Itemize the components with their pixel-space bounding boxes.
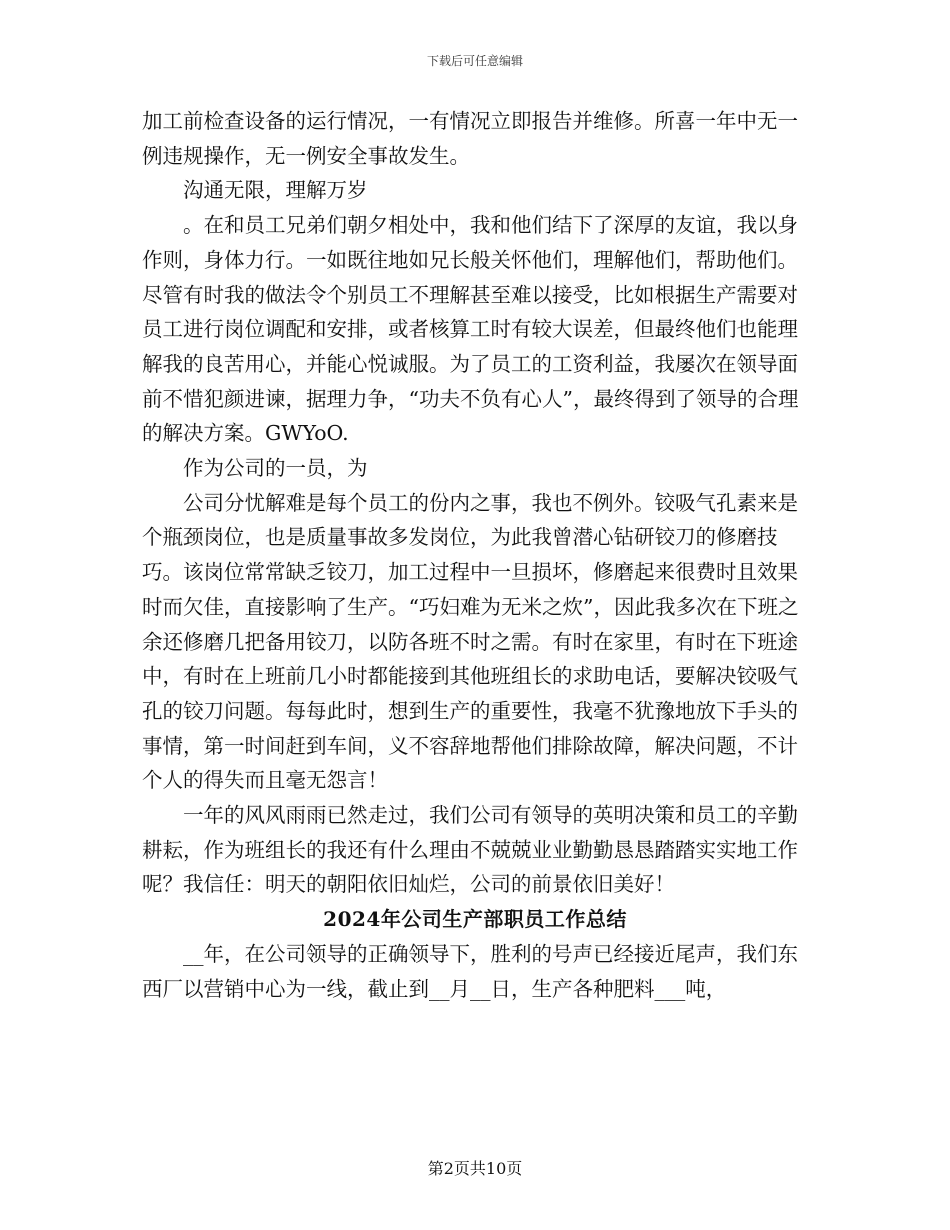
page-header: 下载后可任意编辑 (426, 54, 523, 68)
section-title: 2024年公司生产部职员工作总结 (323, 907, 627, 932)
paragraph: 加工前检查设备的运行情况，一有情况立即报告并维修。所喜一年中无一例违规操作，无一例安全事故发生。 (142, 109, 798, 168)
paragraph: 公司分忧解难是每个员工的份内之事，我也不例外。铰吸气孔素来是个瓶颈岗位，也是质量事故多发岗位，为此我曾潜心钻研铰刀的修磨技巧。该岗位常常缺乏铰刀，加工过程中一旦损坏，修磨起来很费时且效果时而欠佳，直接影响了生产。“巧妇难为无米之炊”，因此我多次在下班之余还修磨几把备用铰刀，以防各班不时之需。有时在家里，有时在下班途中，有时在上班前几小时都能接到其他班组长的求助电话，要解决铰吸气孔的铰刀问题。每每此时，想到生产的重要性，我毫不犹豫地放下手头的事情，第一时间赶到车间，义不容辞地帮他们排除故障，解决问题，不计个人的得失而且毫无怨言！ (142, 490, 799, 793)
page-footer: 第2页共10页 (427, 1159, 523, 1178)
paragraph: __年，在公司领导的正确领导下，胜利的号声已经接近尾声，我们东西厂以营销中心为一线，截止到__月__日，生产各种肥料___吨， (142, 941, 798, 1001)
paragraph-heading: 作为公司的一员，为 (183, 456, 368, 481)
paragraph-heading: 沟通无限，理解万岁 (183, 178, 368, 203)
document-body (142, 104, 808, 1006)
paragraph: 。在和员工兄弟们朝夕相处中，我和他们结下了深厚的友谊，我以身作则，身体力行。一如既往地如兄长般关怀他们，理解他们，帮助他们。尽管有时我的做法令个别员工不理解甚至难以接受，比如根据生产需要对员工进行岗位调配和安排，或者核算工时有较大误差，但最终他们也能理解我的良苦用心，并能心悦诚服。为了员工的工资利益，我屡次在领导面前不惜犯颜进谏，据理力争，“功夫不负有心人”，最终得到了领导的合理的解决方案。GWYoO. (142, 213, 799, 446)
paragraph: 一年的风风雨雨已然走过，我们公司有领导的英明决策和员工的辛勤耕耘，作为班组长的我还有什么理由不兢兢业业勤勤恳恳踏踏实实地工作呢？我信任：明天的朝阳依旧灿烂，公司的前景依旧美好！ (142, 803, 798, 897)
